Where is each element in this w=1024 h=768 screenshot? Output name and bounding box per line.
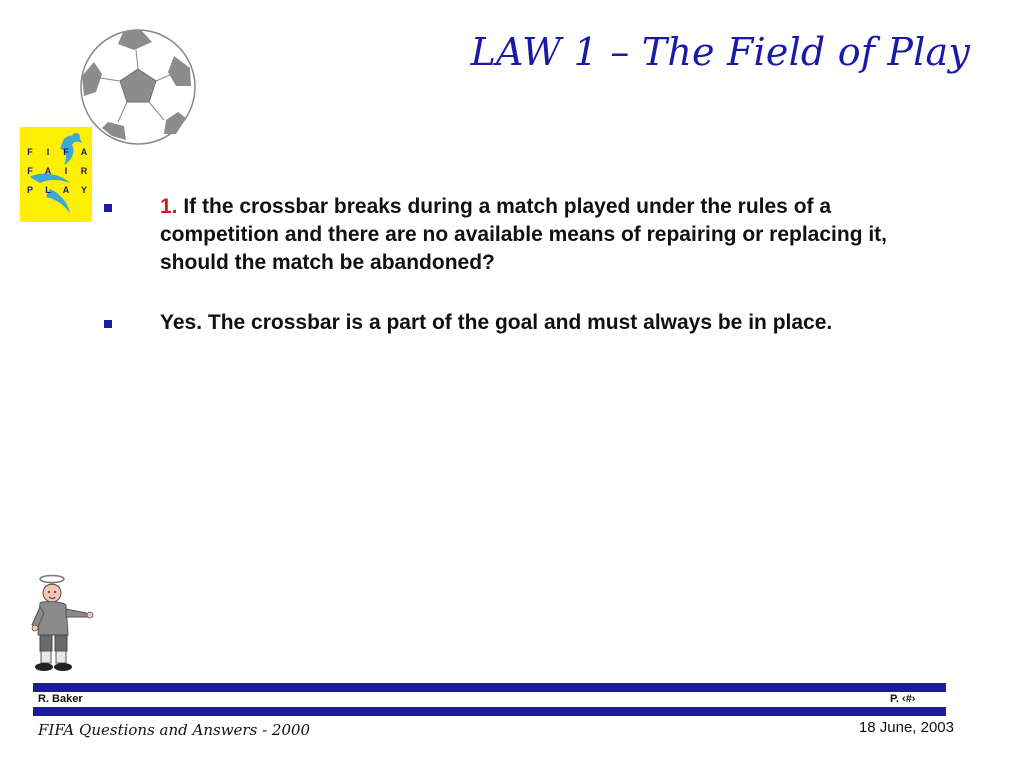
author-label: R. Baker bbox=[38, 693, 83, 705]
soccer-ball-icon bbox=[78, 28, 198, 146]
footer-bar-bottom bbox=[33, 707, 946, 716]
logo-letter: A bbox=[44, 166, 52, 176]
question-number: 1. bbox=[160, 195, 178, 218]
question-bullet bbox=[100, 193, 940, 277]
bullet-square-icon bbox=[104, 320, 112, 328]
bullet-list bbox=[100, 193, 940, 369]
logo-letter: I bbox=[46, 147, 50, 157]
footer-date: 18 June, 2003 bbox=[858, 719, 954, 736]
logo-letter: I bbox=[64, 166, 68, 176]
logo-letter: F bbox=[27, 166, 33, 176]
logo-letter: P bbox=[26, 185, 34, 195]
logo-letter: A bbox=[62, 185, 70, 195]
footer-title: FIFA Questions and Answers - 2000 bbox=[38, 721, 311, 739]
referee-cartoon-icon bbox=[28, 573, 98, 673]
fifa-fair-play-logo bbox=[20, 127, 92, 222]
answer-bullet bbox=[100, 309, 940, 337]
footer-bar-top bbox=[33, 683, 946, 692]
answer-text: Yes. The crossbar is a part of the goal and must always be in place. bbox=[160, 311, 833, 334]
logo-letter: L bbox=[45, 185, 51, 195]
bullet-square-icon bbox=[104, 204, 112, 212]
logo-letter: F bbox=[63, 147, 69, 157]
slide-title: LAW 1 – The Field of Play bbox=[470, 30, 970, 74]
logo-letter: Y bbox=[80, 185, 88, 195]
logo-letter: A bbox=[80, 147, 88, 157]
logo-letter: R bbox=[80, 166, 88, 176]
page-number: P. ‹#› bbox=[890, 693, 916, 705]
logo-letter: F bbox=[27, 147, 33, 157]
question-text: If the crossbar breaks during a match played under the rules of a competition and there are no available means of repairing or replacing it, should the match be abandoned? bbox=[160, 195, 888, 274]
